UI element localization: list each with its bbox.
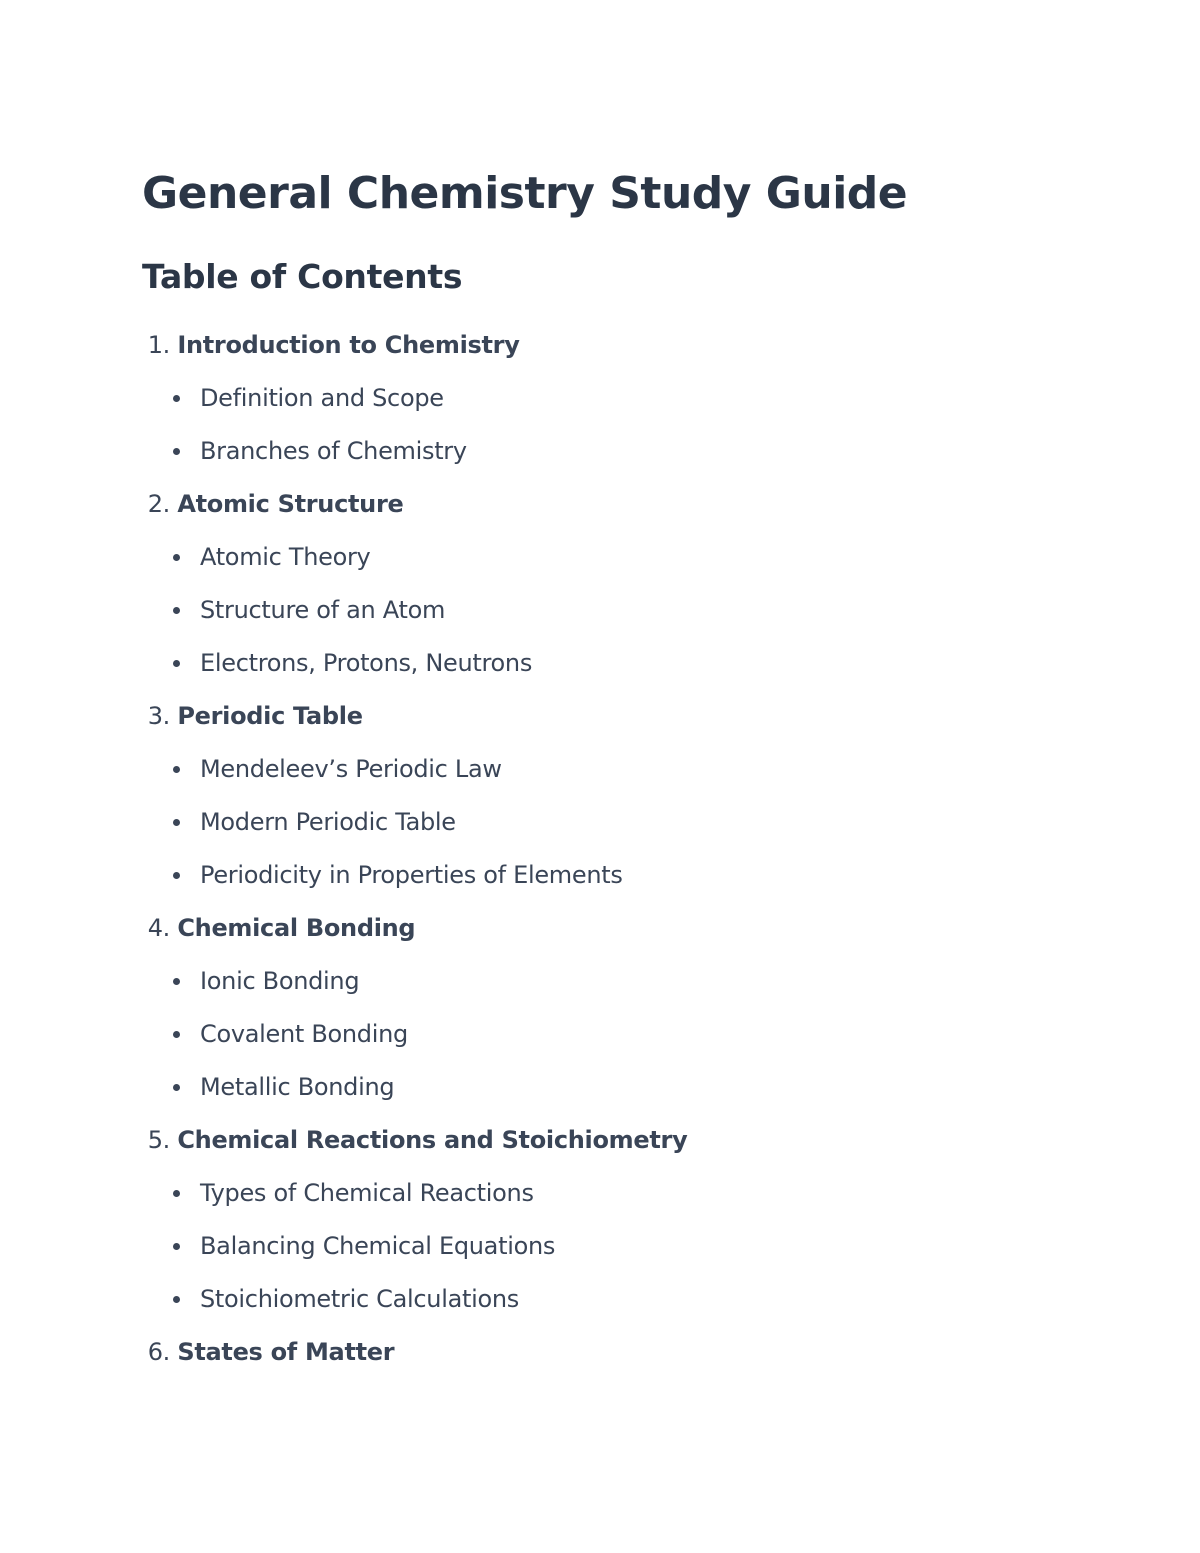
bullet-icon xyxy=(173,1084,180,1091)
subtopic-label: Electrons, Protons, Neutrons xyxy=(200,649,533,677)
bullet-icon xyxy=(173,766,180,773)
section-title: Periodic Table xyxy=(177,702,363,730)
toc-section-heading xyxy=(142,690,687,743)
section-number: 1. xyxy=(147,331,170,359)
toc-section xyxy=(142,1114,687,1326)
bullet-icon xyxy=(173,448,180,455)
bullet-icon xyxy=(173,395,180,402)
subtopic-label: Branches of Chemistry xyxy=(200,437,467,465)
toc-subtopic xyxy=(142,531,687,584)
subtopic-label: Ionic Bonding xyxy=(200,967,360,995)
toc-section xyxy=(142,478,687,690)
toc-subtopic-list xyxy=(142,531,687,690)
bullet-icon xyxy=(173,978,180,985)
subtopic-label: Covalent Bonding xyxy=(200,1020,408,1048)
toc-section-heading xyxy=(142,478,687,531)
section-number: 4. xyxy=(147,914,170,942)
subtopic-label: Atomic Theory xyxy=(200,543,371,571)
toc-subtopic xyxy=(142,1220,687,1273)
bullet-icon xyxy=(173,1296,180,1303)
subtopic-label: Metallic Bonding xyxy=(200,1073,395,1101)
bullet-icon xyxy=(173,1031,180,1038)
subtopic-label: Mendeleev’s Periodic Law xyxy=(200,755,502,783)
subtopic-label: Stoichiometric Calculations xyxy=(200,1285,519,1313)
toc-section-heading xyxy=(142,902,687,955)
toc-subtopic xyxy=(142,637,687,690)
toc-section xyxy=(142,1326,687,1379)
toc-subtopic-list xyxy=(142,743,687,902)
section-title: Chemical Bonding xyxy=(177,914,416,942)
bullet-icon xyxy=(173,660,180,667)
toc-subtopic-list xyxy=(142,372,687,478)
toc-section-heading xyxy=(142,319,687,372)
toc-section-heading xyxy=(142,1114,687,1167)
toc-section xyxy=(142,690,687,902)
toc-subtopic xyxy=(142,425,687,478)
toc-heading: Table of Contents xyxy=(142,257,463,296)
bullet-icon xyxy=(173,819,180,826)
toc-subtopic xyxy=(142,372,687,425)
toc-subtopic-list xyxy=(142,1167,687,1326)
section-title: Chemical Reactions and Stoichiometry xyxy=(177,1126,688,1154)
subtopic-label: Periodicity in Properties of Elements xyxy=(200,861,623,889)
bullet-icon xyxy=(173,1190,180,1197)
document-title: General Chemistry Study Guide xyxy=(142,168,908,219)
bullet-icon xyxy=(173,607,180,614)
section-title: States of Matter xyxy=(177,1338,395,1366)
section-number: 2. xyxy=(147,490,170,518)
toc-subtopic xyxy=(142,1167,687,1220)
toc-section xyxy=(142,902,687,1114)
subtopic-label: Types of Chemical Reactions xyxy=(200,1179,534,1207)
section-title: Introduction to Chemistry xyxy=(177,331,520,359)
subtopic-label: Modern Periodic Table xyxy=(200,808,456,836)
toc-section xyxy=(142,319,687,478)
subtopic-label: Structure of an Atom xyxy=(200,596,446,624)
toc-subtopic xyxy=(142,1273,687,1326)
subtopic-label: Definition and Scope xyxy=(200,384,444,412)
toc-subtopic xyxy=(142,1008,687,1061)
section-title: Atomic Structure xyxy=(177,490,404,518)
toc-subtopic xyxy=(142,796,687,849)
toc-subtopic xyxy=(142,849,687,902)
toc-subtopic xyxy=(142,584,687,637)
bullet-icon xyxy=(173,1243,180,1250)
section-number: 3. xyxy=(147,702,170,730)
toc-subtopic xyxy=(142,955,687,1008)
toc-subtopic xyxy=(142,743,687,796)
section-number: 6. xyxy=(147,1338,170,1366)
section-number: 5. xyxy=(147,1126,170,1154)
subtopic-label: Balancing Chemical Equations xyxy=(200,1232,556,1260)
bullet-icon xyxy=(173,872,180,879)
toc-subtopic-list xyxy=(142,955,687,1114)
toc-subtopic xyxy=(142,1061,687,1114)
toc-section-heading xyxy=(142,1326,687,1379)
table-of-contents xyxy=(142,319,687,1379)
bullet-icon xyxy=(173,554,180,561)
